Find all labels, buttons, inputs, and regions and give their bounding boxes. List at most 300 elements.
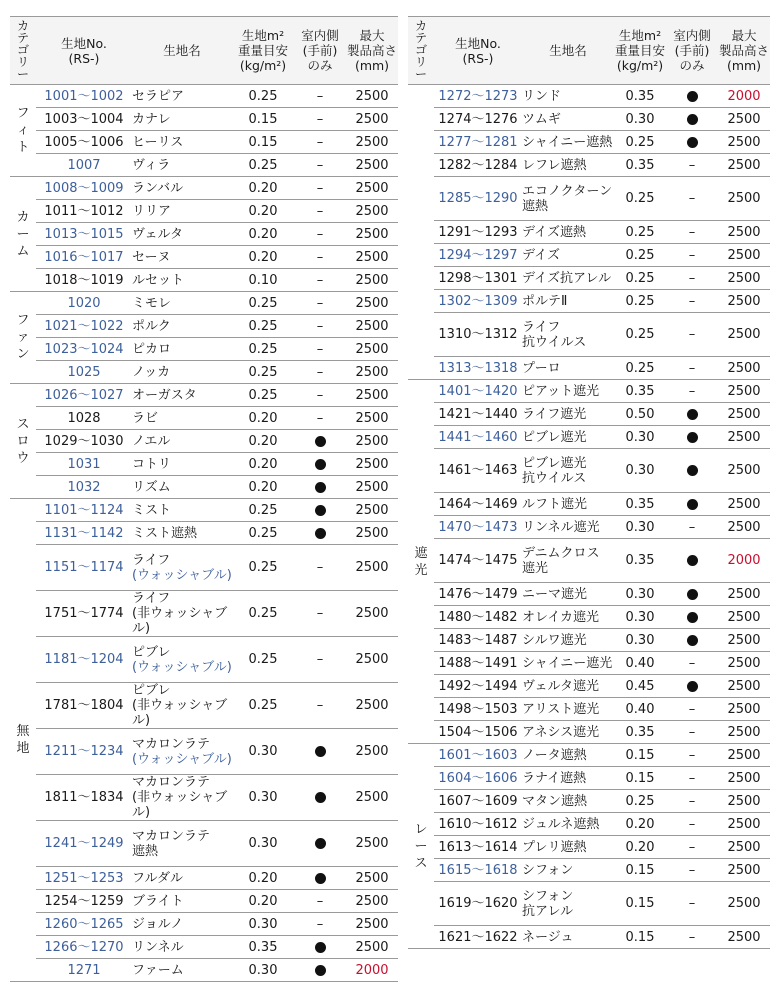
fabric-number: 1011～1012 [36, 200, 132, 223]
fabric-name-text: ライフ [522, 319, 561, 335]
fabric-name [132, 177, 232, 200]
indoor-only-mark: – [666, 721, 718, 744]
max-height: 2500 [346, 936, 398, 959]
indoor-only-mark: – [294, 361, 346, 384]
fabric-name [132, 85, 232, 108]
fabric-weight: 0.15 [614, 882, 666, 926]
fabric-number: 1610～1612 [434, 813, 522, 836]
table-row [10, 522, 398, 545]
fabric-name [132, 522, 232, 545]
fabric-name-text: ピブレ遮光 [522, 455, 587, 471]
fabric-weight: 0.25 [232, 384, 294, 407]
fabric-weight: 0.25 [232, 338, 294, 361]
table-row [10, 545, 398, 591]
indoor-dot-icon [315, 505, 326, 516]
fabric-weight: 0.30 [614, 583, 666, 606]
fabric-number[interactable]: 1285～1290 [434, 177, 522, 221]
fabric-name-text: ネージュ [522, 929, 574, 945]
fabric-number: 1498～1503 [434, 698, 522, 721]
indoor-only-mark: – [294, 85, 346, 108]
category-label: スロウ [16, 416, 30, 466]
indoor-only-mark: – [294, 591, 346, 637]
fabric-weight: 0.25 [614, 131, 666, 154]
table-row [408, 244, 770, 267]
max-height: 2500 [346, 890, 398, 913]
fabric-weight: 0.30 [614, 606, 666, 629]
fabric-number[interactable]: 1601～1603 [434, 744, 522, 767]
fabric-weight: 0.35 [614, 721, 666, 744]
table-row [408, 177, 770, 221]
fabric-number[interactable]: 1266～1270 [36, 936, 132, 959]
fabric-name-text: ライフ [132, 552, 171, 568]
indoor-only-mark: – [294, 154, 346, 177]
indoor-dot-icon [687, 432, 698, 443]
fabric-number[interactable]: 1131～1142 [36, 522, 132, 545]
fabric-name-text: リンネル [132, 939, 184, 955]
max-height: 2500 [718, 698, 770, 721]
indoor-only-mark: – [666, 882, 718, 926]
table-row [10, 223, 398, 246]
fabric-name-text: ニーマ遮光 [522, 586, 588, 602]
fabric-name [132, 591, 232, 637]
fabric-weight: 0.30 [232, 959, 294, 982]
indoor-only-mark: – [666, 926, 718, 949]
max-height: 2500 [718, 313, 770, 357]
fabric-number: 1291～1293 [434, 221, 522, 244]
fabric-number: 1621～1622 [434, 926, 522, 949]
table-row [408, 426, 770, 449]
fabric-number: 1005～1006 [36, 131, 132, 154]
table-row [408, 221, 770, 244]
fabric-name-text: リンネル遮光 [522, 519, 600, 535]
max-height: 2000 [718, 85, 770, 108]
indoor-only-mark: – [666, 357, 718, 380]
fabric-weight: 0.15 [232, 131, 294, 154]
fabric-name [132, 913, 232, 936]
indoor-only-mark [294, 821, 346, 867]
indoor-only-mark [294, 476, 346, 499]
fabric-number[interactable]: 1020 [36, 292, 132, 315]
fabric-name-sub: (非ウォッシャブル) [132, 606, 228, 636]
table-row [408, 744, 770, 767]
max-height: 2500 [346, 637, 398, 683]
max-height: 2000 [346, 959, 398, 982]
indoor-only-mark: – [666, 859, 718, 882]
table-row [408, 449, 770, 493]
fabric-number[interactable]: 1271 [36, 959, 132, 982]
fabric-name [132, 959, 232, 982]
fabric-weight: 0.25 [614, 357, 666, 380]
fabric-name-text: シフォン [522, 888, 574, 904]
indoor-only-mark: – [294, 890, 346, 913]
table-row [10, 913, 398, 936]
fabric-name [522, 221, 614, 244]
fabric-name [132, 200, 232, 223]
fabric-number[interactable]: 1032 [36, 476, 132, 499]
fabric-number: 1464～1469 [434, 493, 522, 516]
fabric-weight: 0.15 [614, 744, 666, 767]
max-height: 2500 [718, 583, 770, 606]
fabric-name-text: オレイカ遮光 [522, 609, 599, 625]
fabric-weight: 0.20 [232, 476, 294, 499]
fabric-weight: 0.25 [232, 591, 294, 637]
fabric-number[interactable]: 1023～1024 [36, 338, 132, 361]
fabric-weight: 0.25 [232, 361, 294, 384]
max-height: 2500 [346, 154, 398, 177]
fabric-weight: 0.10 [232, 269, 294, 292]
indoor-dot-icon [687, 114, 698, 125]
fabric-name [522, 313, 614, 357]
indoor-only-mark: – [294, 292, 346, 315]
fabric-name [522, 108, 614, 131]
fabric-name-text: シフォン [522, 862, 574, 878]
indoor-only-mark [666, 629, 718, 652]
fabric-number: 1254～1259 [36, 890, 132, 913]
fabric-name-text: ピアット遮光 [522, 383, 600, 399]
max-height: 2500 [718, 836, 770, 859]
indoor-only-mark [666, 583, 718, 606]
max-height: 2500 [718, 290, 770, 313]
fabric-weight: 0.30 [232, 775, 294, 821]
fabric-name-text: アネシス遮光 [522, 724, 600, 740]
fabric-number[interactable]: 1277～1281 [434, 131, 522, 154]
max-height: 2500 [346, 108, 398, 131]
indoor-dot-icon [687, 612, 698, 623]
fabric-number[interactable]: 1615～1618 [434, 859, 522, 882]
max-height: 2500 [718, 721, 770, 744]
fabric-number[interactable]: 1016～1017 [36, 246, 132, 269]
category-label: ファン [16, 313, 30, 362]
fabric-name [132, 499, 232, 522]
indoor-only-mark [294, 867, 346, 890]
fabric-number[interactable]: 1151～1174 [36, 545, 132, 591]
max-height: 2500 [346, 338, 398, 361]
fabric-number[interactable]: 1294～1297 [434, 244, 522, 267]
fabric-name-text: ミモレ [132, 295, 172, 311]
max-height: 2500 [718, 859, 770, 882]
fabric-name [522, 290, 614, 313]
table-row [10, 729, 398, 775]
indoor-only-mark: – [294, 384, 346, 407]
max-height: 2500 [346, 545, 398, 591]
fabric-name-text: カナレ [132, 111, 171, 127]
fabric-weight: 0.20 [232, 453, 294, 476]
fabric-weight: 0.25 [232, 292, 294, 315]
fabric-name-text: ミスト [132, 502, 172, 518]
indoor-only-mark: – [294, 407, 346, 430]
max-height: 2500 [346, 407, 398, 430]
fabric-name-sub: (非ウォッシャブル) [132, 698, 228, 728]
fabric-name [522, 449, 614, 493]
fabric-name-text: ランバル [132, 180, 184, 196]
indoor-only-mark: – [294, 131, 346, 154]
max-height: 2500 [346, 430, 398, 453]
fabric-name [132, 545, 232, 591]
fabric-number: 1274～1276 [434, 108, 522, 131]
fabric-weight: 0.15 [614, 767, 666, 790]
table-row [408, 606, 770, 629]
fabric-name-text: ポルク [132, 318, 171, 334]
fabric-number: 1310～1312 [434, 313, 522, 357]
fabric-number: 1619～1620 [434, 882, 522, 926]
indoor-only-mark [666, 131, 718, 154]
indoor-dot-icon [315, 528, 326, 539]
fabric-name-text: シャイニー遮光 [522, 655, 613, 671]
fabric-number: 1607～1609 [434, 790, 522, 813]
fabric-number[interactable]: 1013～1015 [36, 223, 132, 246]
indoor-only-mark: – [666, 790, 718, 813]
fabric-name-text: マタン遮熱 [522, 793, 588, 809]
fabric-name [522, 859, 614, 882]
fabric-name-text: ラビ [132, 410, 159, 426]
fabric-number: 1476～1479 [434, 583, 522, 606]
fabric-number[interactable]: 1031 [36, 453, 132, 476]
fabric-name-text: マカロンラテ [132, 736, 211, 752]
fabric-number[interactable]: 1302～1309 [434, 290, 522, 313]
fabric-name [522, 721, 614, 744]
indoor-only-mark: – [294, 545, 346, 591]
fabric-name [522, 131, 614, 154]
max-height: 2500 [346, 499, 398, 522]
fabric-number: 1504～1506 [434, 721, 522, 744]
fabric-name-text: リリア [132, 203, 172, 219]
table-row [10, 131, 398, 154]
table-row [408, 698, 770, 721]
fabric-name-text: ピブレ [132, 644, 171, 660]
fabric-weight: 0.25 [232, 522, 294, 545]
header-number: 生地No. (RS-) [434, 17, 522, 85]
fabric-weight: 0.30 [614, 449, 666, 493]
fabric-number[interactable]: 1251～1253 [36, 867, 132, 890]
fabric-name [132, 476, 232, 499]
fabric-name [132, 683, 232, 729]
fabric-weight: 0.35 [614, 539, 666, 583]
fabric-weight: 0.40 [614, 652, 666, 675]
indoor-dot-icon [315, 965, 326, 976]
indoor-dot-icon [315, 482, 326, 493]
table-row [10, 936, 398, 959]
table-row [10, 177, 398, 200]
fabric-number: 1018～1019 [36, 269, 132, 292]
max-height: 2500 [346, 683, 398, 729]
max-height: 2500 [718, 882, 770, 926]
indoor-dot-icon [687, 589, 698, 600]
fabric-number[interactable]: 1211～1234 [36, 729, 132, 775]
header-category: カテゴリー [408, 17, 434, 85]
indoor-only-mark [666, 449, 718, 493]
indoor-dot-icon [315, 792, 326, 803]
fabric-name-sub: 遮熱 [132, 843, 159, 859]
fabric-name [132, 315, 232, 338]
max-height: 2500 [346, 223, 398, 246]
indoor-only-mark: – [666, 836, 718, 859]
fabric-name [132, 637, 232, 683]
max-height: 2500 [718, 675, 770, 698]
indoor-only-mark [666, 426, 718, 449]
fabric-number[interactable]: 1260～1265 [36, 913, 132, 936]
fabric-name-sub: 抗ウイルス [522, 470, 587, 486]
fabric-name-text: レフレ遮熱 [522, 157, 587, 173]
fabric-name-text: デイズ抗アレル [522, 270, 612, 286]
max-height: 2500 [346, 775, 398, 821]
fabric-weight: 0.25 [614, 244, 666, 267]
fabric-name-text: リズム [132, 479, 171, 495]
max-height: 2500 [718, 516, 770, 539]
fabric-name-text: コトリ [132, 456, 172, 472]
fabric-weight: 0.15 [614, 926, 666, 949]
table-row [408, 493, 770, 516]
max-height: 2500 [718, 449, 770, 493]
fabric-number: 1811～1834 [36, 775, 132, 821]
fabric-name [522, 629, 614, 652]
category-cell [10, 384, 36, 499]
fabric-name [132, 890, 232, 913]
fabric-name-text: ルセット [132, 272, 185, 288]
fabric-name-text: プーロ [522, 360, 561, 376]
fabric-name [132, 223, 232, 246]
indoor-only-mark [294, 729, 346, 775]
fabric-number[interactable]: 1008～1009 [36, 177, 132, 200]
fabric-number[interactable]: 1001～1002 [36, 85, 132, 108]
indoor-only-mark [666, 85, 718, 108]
max-height: 2500 [346, 315, 398, 338]
fabric-weight: 0.25 [614, 177, 666, 221]
indoor-dot-icon [687, 137, 698, 148]
table-row [10, 246, 398, 269]
indoor-dot-icon [315, 942, 326, 953]
fabric-number[interactable]: 1441～1460 [434, 426, 522, 449]
max-height: 2500 [346, 85, 398, 108]
fabric-number: 1003～1004 [36, 108, 132, 131]
fabric-weight: 0.25 [232, 499, 294, 522]
table-row [408, 790, 770, 813]
fabric-name-text: ライフ [132, 591, 171, 606]
fabric-name [132, 407, 232, 430]
indoor-only-mark: – [666, 698, 718, 721]
indoor-only-mark [666, 539, 718, 583]
fabric-number[interactable]: 1401～1420 [434, 380, 522, 403]
fabric-number: 1282～1284 [434, 154, 522, 177]
table-row [10, 292, 398, 315]
fabric-name-text: ヴェルタ遮光 [522, 678, 599, 694]
table-row [10, 959, 398, 982]
max-height: 2500 [718, 267, 770, 290]
table-row [10, 499, 398, 522]
fabric-number[interactable]: 1470～1473 [434, 516, 522, 539]
fabric-name [522, 790, 614, 813]
fabric-weight: 0.20 [232, 430, 294, 453]
fabric-name [132, 292, 232, 315]
fabric-weight: 0.40 [614, 698, 666, 721]
fabric-number[interactable]: 1026～1027 [36, 384, 132, 407]
fabric-name-text: ノータ遮熱 [522, 747, 587, 763]
header-weight: 生地m² 重量目安 (kg/m²) [614, 17, 666, 85]
fabric-name-text: ミスト遮熱 [132, 525, 198, 541]
category-cell [10, 85, 36, 177]
fabric-number: 1781～1804 [36, 683, 132, 729]
fabric-name [522, 357, 614, 380]
fabric-weight: 0.30 [232, 913, 294, 936]
fabric-weight: 0.30 [614, 108, 666, 131]
indoor-dot-icon [687, 635, 698, 646]
fabric-number[interactable]: 1025 [36, 361, 132, 384]
fabric-name-text: ジュルネ遮熱 [522, 816, 600, 832]
max-height: 2500 [718, 744, 770, 767]
fabric-number[interactable]: 1241～1249 [36, 821, 132, 867]
table-row [408, 675, 770, 698]
max-height: 2500 [718, 652, 770, 675]
header-max-height: 最大 製品高さ (mm) [346, 17, 398, 85]
fabric-name-text: デニムクロス [522, 545, 600, 561]
max-height: 2500 [346, 177, 398, 200]
table-row [408, 357, 770, 380]
max-height: 2500 [718, 154, 770, 177]
indoor-only-mark: – [666, 290, 718, 313]
fabric-number[interactable]: 1181～1204 [36, 637, 132, 683]
fabric-name-text: ヒーリス [132, 134, 184, 150]
fabric-number[interactable]: 1272～1273 [434, 85, 522, 108]
fabric-name [522, 583, 614, 606]
table-row [408, 403, 770, 426]
fabric-name-text: ライフ遮光 [522, 406, 587, 422]
fabric-number[interactable]: 1101～1124 [36, 499, 132, 522]
fabric-name [522, 652, 614, 675]
fabric-weight: 0.20 [232, 246, 294, 269]
table-row [408, 85, 770, 108]
fabric-name [522, 813, 614, 836]
fabric-name-text: ノエル [132, 433, 171, 449]
indoor-dot-icon [315, 746, 326, 757]
fabric-name [522, 606, 614, 629]
indoor-only-mark: – [294, 338, 346, 361]
fabric-number[interactable]: 1007 [36, 154, 132, 177]
fabric-name-text: デイズ遮熱 [522, 224, 586, 240]
fabric-number[interactable]: 1604～1606 [434, 767, 522, 790]
fabric-name-text: ブライト [132, 893, 184, 909]
fabric-name-text: リンド [522, 88, 562, 104]
max-height: 2500 [718, 606, 770, 629]
fabric-weight: 0.25 [232, 545, 294, 591]
fabric-weight: 0.35 [614, 154, 666, 177]
fabric-name-text: デイズ [522, 247, 560, 263]
fabric-name-sub: 遮光 [522, 560, 549, 576]
max-height: 2500 [718, 177, 770, 221]
fabric-name [132, 338, 232, 361]
indoor-only-mark: – [294, 683, 346, 729]
max-height: 2500 [346, 867, 398, 890]
fabric-weight: 0.25 [614, 313, 666, 357]
max-height: 2500 [718, 131, 770, 154]
fabric-weight: 0.25 [232, 85, 294, 108]
indoor-only-mark: – [294, 637, 346, 683]
indoor-dot-icon [687, 555, 698, 566]
fabric-name-text: オーガスタ [132, 387, 197, 403]
fabric-name-text: マカロンラテ [132, 775, 211, 790]
fabric-name-text: エコノクターン [522, 183, 613, 199]
fabric-name-text: ルフト遮光 [522, 496, 588, 512]
fabric-name-text: セーヌ [132, 249, 171, 265]
indoor-only-mark [666, 606, 718, 629]
max-height: 2500 [718, 629, 770, 652]
fabric-number[interactable]: 1021～1022 [36, 315, 132, 338]
fabric-number[interactable]: 1313～1318 [434, 357, 522, 380]
fabric-number: 1298～1301 [434, 267, 522, 290]
fabric-weight: 0.20 [232, 223, 294, 246]
category-cell [408, 744, 434, 949]
fabric-weight: 0.45 [614, 675, 666, 698]
indoor-only-mark [666, 493, 718, 516]
fabric-number: 1461～1463 [434, 449, 522, 493]
